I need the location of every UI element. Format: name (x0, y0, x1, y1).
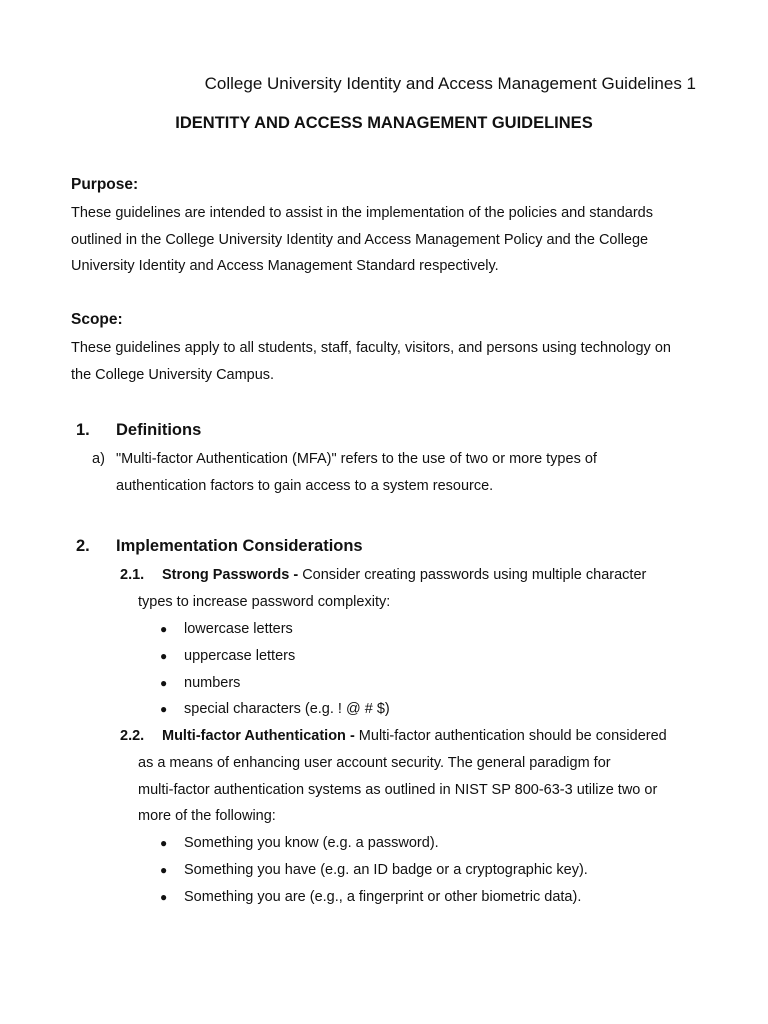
document-title: IDENTITY AND ACCESS MANAGEMENT GUIDELINES (175, 114, 593, 132)
scope-label: Scope: (71, 311, 123, 328)
bullet-dot-icon: ● (160, 649, 168, 663)
subsection-2-1-line (162, 567, 646, 583)
subsection-2-2-line: as a means of enhancing user account security. The general paradigm for (138, 755, 611, 771)
subsection-2-2-line: multi-factor authentication systems as outlined in NIST SP 800-63-3 utilize two or (138, 782, 658, 798)
purpose-paragraph (71, 200, 711, 280)
section-2-number: 2. (76, 537, 90, 555)
scope-line: the College University Campus. (71, 366, 275, 383)
section-1-title: Definitions (116, 421, 202, 439)
bullet-dot-icon: ● (160, 890, 168, 904)
bullet-item: special characters (e.g. ! @ # $) (184, 701, 390, 717)
definition-a-line: authentication factors to gain access to a system resource. (116, 478, 494, 494)
bullet-item: Something you have (e.g. an ID badge or a cryptographic key). (184, 862, 588, 878)
scope-paragraph (71, 335, 711, 388)
bullet-item: Something you are (e.g., a fingerprint or other biometric data). (184, 889, 582, 905)
bullet-item: lowercase letters (184, 621, 293, 637)
section-2-title: Implementation Considerations (116, 537, 363, 555)
definition-a-marker: a) (92, 451, 105, 467)
subsection-2-1-number: 2.1. (120, 567, 145, 583)
subsection-2-1-title: Strong Passwords - (162, 567, 299, 583)
bullet-dot-icon: ● (160, 676, 168, 690)
subsection-2-2-line: more of the following: (138, 808, 276, 824)
section-1-number: 1. (76, 421, 90, 439)
bullet-dot-icon: ● (160, 622, 168, 636)
running-header: College University Identity and Access Management Guidelines 1 (204, 74, 696, 93)
bullet-item: numbers (184, 675, 241, 691)
bullet-dot-icon: ● (160, 836, 168, 850)
bullet-item: uppercase letters (184, 648, 296, 664)
bullet-dot-icon: ● (160, 702, 168, 716)
subsection-2-2-title: Multi-factor Authentication - (162, 728, 355, 744)
purpose-line: University Identity and Access Management Standard respectively. (71, 258, 499, 274)
subsection-2-2-line (162, 728, 667, 744)
scope-line: These guidelines apply to all students, staff, faculty, visitors, and persons using technology on (71, 340, 671, 356)
subsection-2-2-number: 2.2. (120, 728, 145, 744)
purpose-line: These guidelines are intended to assist in the implementation of the policies and standards (71, 205, 653, 221)
subsection-2-2-text: Multi-factor authentication should be considered (354, 728, 667, 744)
subsection-2-1-line: types to increase password complexity: (138, 594, 391, 610)
definition-a-line: "Multi-factor Authentication (MFA)" refers to the use of two or more types of (116, 451, 597, 467)
bullet-dot-icon: ● (160, 863, 168, 877)
purpose-label: Purpose: (71, 176, 139, 193)
purpose-line: outlined in the College University Identity and Access Management Policy and the College (71, 231, 649, 248)
subsection-2-1-text: Consider creating passwords using multiple character (298, 567, 647, 583)
bullet-item: Something you know (e.g. a password). (184, 835, 439, 851)
